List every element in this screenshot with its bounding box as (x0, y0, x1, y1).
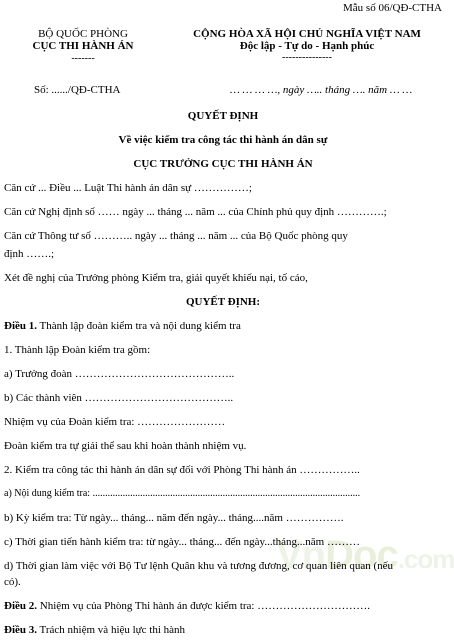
article-1-line: c) Thời gian tiến hành kiểm tra: từ ngày... tháng... đến ngày...tháng...năm ……… (4, 536, 360, 548)
article-3 (4, 624, 185, 636)
article-1-line: a) Trưởng đoàn …………………………………….. (4, 368, 235, 380)
article-3-label: Điều 3. (4, 624, 37, 636)
basis-line: Xét đề nghị của Trưởng phòng Kiểm tra, giải quyết khiếu nại, tố cáo, (4, 272, 308, 284)
form-code: Mẫu số 06/QĐ-CTHA (343, 2, 442, 14)
article-1-line: 2. Kiểm tra công tác thi hành án dân sự đối với Phòng Thi hành án …………….. (4, 464, 360, 476)
basis-line: định …….; (4, 248, 55, 260)
national-motto: Độc lập - Tự do - Hạnh phúc (239, 40, 375, 52)
country-name: CỘNG HÒA XÃ HỘI CHỦ NGHĨA VIỆT NAM (193, 28, 421, 40)
document-date: … … … …, ngày ….. tháng …. năm … … (230, 84, 413, 96)
article-2-text: Nhiệm vụ của Phòng Thi hành án được kiểm tra: …………………………. (37, 600, 370, 612)
article-1-label: Điều 1. (4, 320, 37, 332)
article-1-line: b) Kỳ kiểm tra: Từ ngày... tháng... năm đến ngày... tháng....năm ……………. (4, 512, 344, 524)
agency-name: CỤC THI HÀNH ÁN (32, 40, 134, 52)
vndoc-watermark: VnDoc.com (276, 533, 454, 577)
issuing-authority: CỤC TRƯỞNG CỤC THI HÀNH ÁN (133, 158, 313, 170)
article-3-text: Trách nhiệm và hiệu lực thi hành (37, 624, 186, 636)
decide-heading: QUYẾT ĐỊNH: (185, 296, 261, 308)
basis-line: Căn cứ ... Điều ... Luật Thi hành án dân sự ……………; (4, 182, 252, 194)
left-divider: ------- (71, 53, 95, 64)
document-title: QUYẾT ĐỊNH (187, 110, 259, 122)
article-1-heading (4, 320, 241, 332)
document-number: Số: ....../QĐ-CTHA (34, 84, 121, 96)
ministry-name: BỘ QUỐC PHÒNG (38, 28, 128, 40)
basis-line: Căn cứ Thông tư số ……….. ngày ... tháng ... năm ... của Bộ Quốc phòng quy (4, 230, 348, 242)
article-1-line: d) Thời gian làm việc với Bộ Tư lệnh Quân khu và tương đương, cơ quan liên quan (nếu (4, 560, 394, 572)
article-1-line: a) Nội dung kiểm tra: ........................................................................................................... (4, 488, 361, 499)
article-2 (4, 600, 370, 612)
article-2-label: Điều 2. (4, 600, 37, 612)
basis-line: Căn cứ Nghị định số …… ngày ... tháng ... năm ... của Chính phủ quy định ………….; (4, 206, 387, 218)
document-subject: Về việc kiểm tra công tác thi hành án dân sự (118, 134, 328, 146)
article-1-line: b) Các thành viên ………………………………….. (4, 392, 234, 404)
right-divider: --------------- (282, 52, 332, 63)
article-1-text: Thành lập đoàn kiểm tra và nội dung kiểm tra (37, 320, 241, 332)
article-1-line: Đoàn kiểm tra tự giải thể sau khi hoàn thành nhiệm vụ. (4, 440, 247, 452)
article-1-line: Nhiệm vụ của Đoàn kiểm tra: …………………… (4, 416, 226, 428)
article-1-line: 1. Thành lập Đoàn kiểm tra gồm: (4, 344, 151, 356)
article-1-line: có). (4, 576, 21, 588)
